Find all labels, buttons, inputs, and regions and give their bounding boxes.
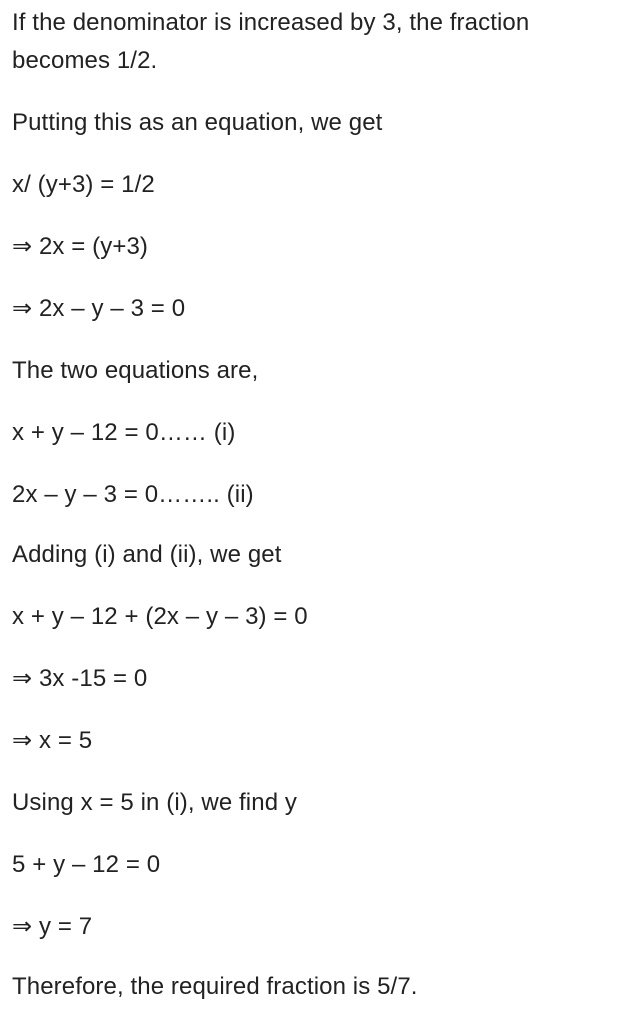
equation-step-2x: ⇒ 2x = (y+3) <box>12 233 149 260</box>
equation-step-zero: ⇒ 2x – y – 3 = 0 <box>12 295 186 322</box>
step-y-value: ⇒ y = 7 <box>12 913 93 940</box>
putting-equation-text: Putting this as an equation, we get <box>12 109 383 136</box>
intro-line-1: If the denominator is increased by 3, the fraction <box>12 9 530 36</box>
substitution-text: Using x = 5 in (i), we find y <box>12 789 298 816</box>
sum-equation: x + y – 12 + (2x – y – 3) = 0 <box>12 603 308 630</box>
equation-ii: 2x – y – 3 = 0…….. (ii) <box>12 481 254 508</box>
equation-i: x + y – 12 = 0…… (i) <box>12 419 236 446</box>
adding-text: Adding (i) and (ii), we get <box>12 541 282 568</box>
step-x-value: ⇒ x = 5 <box>12 727 93 754</box>
equation-fraction: x/ (y+3) = 1/2 <box>12 171 155 198</box>
two-equations-text: The two equations are, <box>12 357 259 384</box>
intro-line-2: becomes 1/2. <box>12 47 158 74</box>
conclusion-text: Therefore, the required fraction is 5/7. <box>12 973 418 1000</box>
step-3x: ⇒ 3x -15 = 0 <box>12 665 148 692</box>
substitution-equation: 5 + y – 12 = 0 <box>12 851 161 878</box>
